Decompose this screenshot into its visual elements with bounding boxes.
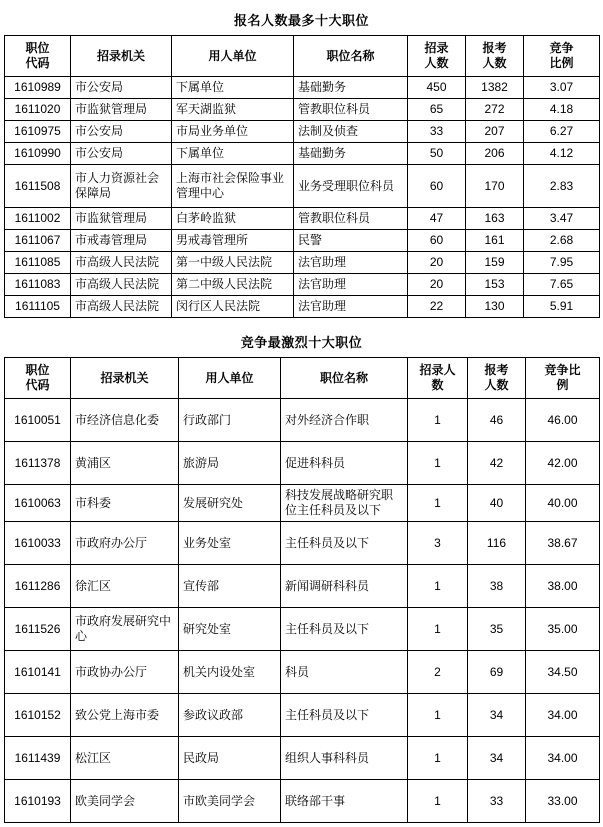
cell-agency: 市政协办公厅: [71, 651, 179, 694]
cell-unit: 参政议政部: [179, 694, 281, 737]
column-header-hire-count-line1: 招录人: [419, 363, 456, 377]
cell-ratio: 34.50: [526, 651, 600, 694]
cell-hire-count: 1: [408, 565, 468, 608]
cell-hire-count: 20: [408, 252, 466, 274]
cell-apply-count: 42: [468, 442, 526, 485]
table-row: [5, 485, 600, 522]
column-header-position: 职位名称: [281, 358, 408, 399]
cell-position: 民警: [294, 230, 408, 252]
cell-unit: 军天湖监狱: [172, 99, 294, 121]
cell-position: 科员: [281, 651, 408, 694]
cell-hire-count: 1: [408, 737, 468, 780]
cell-unit: 宣传部: [179, 565, 281, 608]
column-header-agency: 招录机关: [71, 358, 179, 399]
cell-hire-count: 60: [408, 165, 466, 208]
column-header-hire-count-line2: 人数: [424, 56, 449, 70]
cell-code: 1611020: [5, 99, 71, 121]
table-row: [5, 165, 600, 208]
cell-agency: 市监狱管理局: [71, 208, 172, 230]
table-most-applicants: [4, 35, 600, 318]
cell-agency: 市公安局: [71, 121, 172, 143]
cell-apply-count: 35: [468, 608, 526, 651]
cell-unit: 下属单位: [172, 143, 294, 165]
cell-hire-count: 50: [408, 143, 466, 165]
cell-code: 1610989: [5, 77, 71, 99]
table-most-competitive: [4, 357, 600, 823]
table-row: [5, 780, 600, 823]
cell-apply-count: 34: [468, 737, 526, 780]
cell-code: 1611439: [5, 737, 71, 780]
table-row: [5, 208, 600, 230]
cell-hire-count: 1: [408, 608, 468, 651]
cell-hire-count: 1: [408, 780, 468, 823]
cell-position: 科技发展战略研究职位主任科员及以下: [281, 485, 408, 522]
table-row: [5, 274, 600, 296]
cell-hire-count: 33: [408, 121, 466, 143]
cell-ratio: 42.00: [526, 442, 600, 485]
cell-apply-count: 159: [466, 252, 524, 274]
cell-unit: 旅游局: [179, 442, 281, 485]
cell-ratio: 5.91: [524, 296, 600, 318]
cell-agency: 致公党上海市委: [71, 694, 179, 737]
cell-ratio: 4.18: [524, 99, 600, 121]
cell-unit: 发展研究处: [179, 485, 281, 522]
cell-unit: 市局业务单位: [172, 121, 294, 143]
cell-apply-count: 170: [466, 165, 524, 208]
cell-ratio: 38.00: [526, 565, 600, 608]
cell-position: 法官助理: [294, 296, 408, 318]
cell-hire-count: 22: [408, 296, 466, 318]
table-row: [5, 252, 600, 274]
cell-position: 新闻调研科科员: [281, 565, 408, 608]
cell-code: 1610990: [5, 143, 71, 165]
cell-agency: 市政府办公厅: [71, 522, 179, 565]
cell-agency: 市高级人民法院: [71, 252, 172, 274]
cell-code: 1610051: [5, 399, 71, 442]
cell-position: 业务受理职位科员: [294, 165, 408, 208]
column-header-hire-count-line1: 招录: [424, 41, 449, 55]
cell-position: 组织人事科科员: [281, 737, 408, 780]
column-header-code: [5, 36, 71, 77]
cell-apply-count: 207: [466, 121, 524, 143]
column-header-apply-count-line2: 人数: [484, 378, 509, 392]
cell-agency: 欧美同学会: [71, 780, 179, 823]
cell-ratio: 7.95: [524, 252, 600, 274]
cell-apply-count: 130: [466, 296, 524, 318]
column-header-ratio-line1: 竞争: [549, 41, 574, 55]
column-header-apply-count-line1: 报考: [482, 41, 507, 55]
cell-position: 主任科员及以下: [281, 694, 408, 737]
cell-code: 1611378: [5, 442, 71, 485]
cell-position: 法官助理: [294, 252, 408, 274]
column-header-apply-count-line2: 人数: [482, 56, 507, 70]
cell-agency: 市戒毒管理局: [71, 230, 172, 252]
cell-apply-count: 153: [466, 274, 524, 296]
cell-ratio: 38.67: [526, 522, 600, 565]
cell-agency: 市监狱管理局: [71, 99, 172, 121]
cell-hire-count: 3: [408, 522, 468, 565]
cell-ratio: 7.65: [524, 274, 600, 296]
cell-hire-count: 65: [408, 99, 466, 121]
cell-unit: 行政部门: [179, 399, 281, 442]
cell-unit: 第一中级人民法院: [172, 252, 294, 274]
cell-agency: 市公安局: [71, 77, 172, 99]
column-header-code-line2: 代码: [25, 56, 50, 70]
cell-code: 1611067: [5, 230, 71, 252]
cell-ratio: 6.27: [524, 121, 600, 143]
cell-unit: 闵行区人民法院: [172, 296, 294, 318]
cell-unit: 下属单位: [172, 77, 294, 99]
cell-position: 主任科员及以下: [281, 608, 408, 651]
cell-code: 1610152: [5, 694, 71, 737]
cell-apply-count: 34: [468, 694, 526, 737]
cell-ratio: 3.07: [524, 77, 600, 99]
cell-apply-count: 116: [468, 522, 526, 565]
cell-code: 1610141: [5, 651, 71, 694]
cell-code: 1611286: [5, 565, 71, 608]
cell-agency: 市政府发展研究中心: [71, 608, 179, 651]
cell-ratio: 40.00: [526, 485, 600, 522]
cell-apply-count: 1382: [466, 77, 524, 99]
column-header-ratio-line2: 例: [556, 378, 569, 392]
table-row: [5, 121, 600, 143]
cell-code: 1610033: [5, 522, 71, 565]
cell-agency: 市科委: [71, 485, 179, 522]
cell-unit: 民政局: [179, 737, 281, 780]
column-header-apply-count: [468, 358, 526, 399]
section-2-title: 竞争最激烈十大职位: [240, 335, 363, 350]
column-header-apply-count-line1: 报考: [484, 363, 509, 377]
cell-position: 促进科科员: [281, 442, 408, 485]
cell-code: 1610063: [5, 485, 71, 522]
cell-position: 联络部干事: [281, 780, 408, 823]
table-row: [5, 565, 600, 608]
section-divider-space: [4, 318, 599, 328]
table-row: [5, 694, 600, 737]
cell-agency: 市公安局: [71, 143, 172, 165]
cell-unit: 第二中级人民法院: [172, 274, 294, 296]
cell-position: 主任科员及以下: [281, 522, 408, 565]
cell-ratio: 35.00: [526, 608, 600, 651]
table-header-row: [5, 358, 600, 399]
column-header-ratio-line1: 竞争比: [544, 363, 581, 377]
cell-code: 1611085: [5, 252, 71, 274]
cell-apply-count: 272: [466, 99, 524, 121]
cell-code: 1611083: [5, 274, 71, 296]
cell-ratio: 46.00: [526, 399, 600, 442]
cell-code: 1610975: [5, 121, 71, 143]
cell-position: 法制及侦查: [294, 121, 408, 143]
cell-hire-count: 1: [408, 399, 468, 442]
column-header-code-line1: 职位: [25, 41, 50, 55]
column-header-ratio-line2: 比例: [549, 56, 574, 70]
table-row: [5, 99, 600, 121]
column-header-hire-count-line2: 数: [431, 378, 444, 392]
table-row: [5, 77, 600, 99]
cell-unit: 上海市社会保险事业管理中心: [172, 165, 294, 208]
cell-apply-count: 69: [468, 651, 526, 694]
cell-hire-count: 2: [408, 651, 468, 694]
cell-unit: 机关内设处室: [179, 651, 281, 694]
cell-ratio: 2.83: [524, 165, 600, 208]
cell-hire-count: 1: [408, 485, 468, 522]
table-row: [5, 143, 600, 165]
column-header-hire-count: [408, 36, 466, 77]
column-header-code-line1: 职位: [25, 363, 50, 377]
cell-agency: 徐汇区: [71, 565, 179, 608]
cell-apply-count: 40: [468, 485, 526, 522]
cell-ratio: 34.00: [526, 694, 600, 737]
table-row: [5, 522, 600, 565]
section-1-title: 报名人数最多十大职位: [233, 13, 369, 28]
cell-code: 1610193: [5, 780, 71, 823]
cell-hire-count: 1: [408, 694, 468, 737]
cell-agency: 市高级人民法院: [71, 274, 172, 296]
cell-agency: 市人力资源社会保障局: [71, 165, 172, 208]
cell-code: 1611105: [5, 296, 71, 318]
cell-unit: 男戒毒管理所: [172, 230, 294, 252]
cell-agency: 市高级人民法院: [71, 296, 172, 318]
cell-ratio: 4.12: [524, 143, 600, 165]
cell-apply-count: 46: [468, 399, 526, 442]
table-row: [5, 608, 600, 651]
table-row: [5, 296, 600, 318]
column-header-code-line2: 代码: [25, 378, 50, 392]
cell-code: 1611526: [5, 608, 71, 651]
cell-apply-count: 206: [466, 143, 524, 165]
cell-position: 基础勤务: [294, 143, 408, 165]
cell-ratio: 34.00: [526, 737, 600, 780]
column-header-unit: 用人单位: [172, 36, 294, 77]
column-header-hire-count: [408, 358, 468, 399]
cell-code: 1611508: [5, 165, 71, 208]
cell-hire-count: 20: [408, 274, 466, 296]
cell-agency: 市经济信息化委: [71, 399, 179, 442]
cell-apply-count: 33: [468, 780, 526, 823]
column-header-unit: 用人单位: [179, 358, 281, 399]
column-header-code: [5, 358, 71, 399]
cell-apply-count: 161: [466, 230, 524, 252]
column-header-position: 职位名称: [294, 36, 408, 77]
column-header-ratio: [524, 36, 600, 77]
cell-code: 1611002: [5, 208, 71, 230]
cell-unit: 业务处室: [179, 522, 281, 565]
table-row: [5, 230, 600, 252]
table-row: [5, 737, 600, 780]
cell-unit: 研究处室: [179, 608, 281, 651]
cell-position: 法官助理: [294, 274, 408, 296]
column-header-ratio: [526, 358, 600, 399]
cell-apply-count: 163: [466, 208, 524, 230]
cell-ratio: 33.00: [526, 780, 600, 823]
cell-position: 对外经济合作职: [281, 399, 408, 442]
cell-hire-count: 60: [408, 230, 466, 252]
cell-position: 管教职位科员: [294, 208, 408, 230]
cell-unit: 白茅岭监狱: [172, 208, 294, 230]
cell-position: 基础勤务: [294, 77, 408, 99]
cell-hire-count: 47: [408, 208, 466, 230]
table-row: [5, 399, 600, 442]
cell-ratio: 3.47: [524, 208, 600, 230]
table-header-row: [5, 36, 600, 77]
cell-apply-count: 38: [468, 565, 526, 608]
cell-agency: 松江区: [71, 737, 179, 780]
cell-agency: 黄浦区: [71, 442, 179, 485]
column-header-agency: 招录机关: [71, 36, 172, 77]
table-row: [5, 442, 600, 485]
table-row: [5, 651, 600, 694]
cell-ratio: 2.68: [524, 230, 600, 252]
cell-unit: 市欧美同学会: [179, 780, 281, 823]
cell-hire-count: 450: [408, 77, 466, 99]
cell-position: 管教职位科员: [294, 99, 408, 121]
column-header-apply-count: [466, 36, 524, 77]
cell-hire-count: 1: [408, 442, 468, 485]
